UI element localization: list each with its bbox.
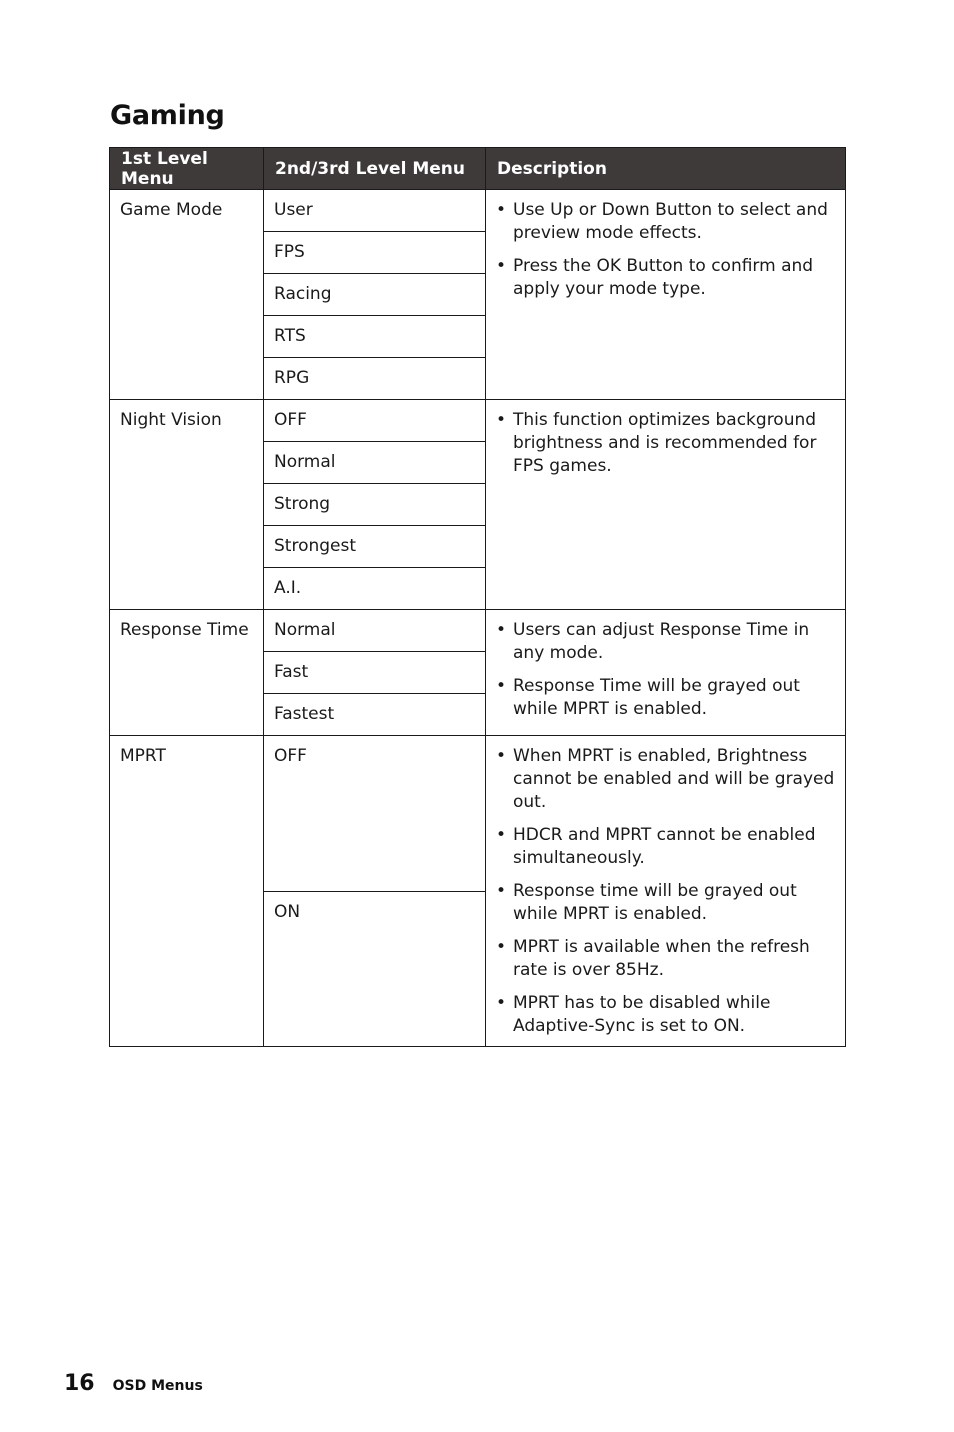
description-item: • Response time will be grayed out while MPRT is enabled. [496, 880, 835, 926]
table-row [110, 190, 846, 232]
option-cell: Racing [264, 274, 486, 316]
page-number: 16 [64, 1371, 95, 1396]
description-item: • MPRT is available when the refresh rate is over 85Hz. [496, 936, 835, 982]
page-footer [64, 1371, 203, 1396]
option-cell: Fast [264, 652, 486, 694]
table-row [110, 736, 846, 892]
description-item: • This function optimizes background brightness and is recommended for FPS games. [496, 409, 835, 478]
description-cell-game-mode [486, 190, 846, 400]
header-first-level-menu: 1st Level Menu [110, 148, 264, 190]
menu-cell-game-mode: Game Mode [110, 190, 264, 400]
option-cell: Normal [264, 610, 486, 652]
header-second-third-level-menu: 2nd/3rd Level Menu [264, 148, 486, 190]
menu-cell-response-time: Response Time [110, 610, 264, 736]
description-item: • When MPRT is enabled, Brightness cannot be enabled and will be grayed out. [496, 745, 835, 814]
option-cell: Fastest [264, 694, 486, 736]
description-list [496, 745, 835, 1038]
option-cell: User [264, 190, 486, 232]
option-cell: RTS [264, 316, 486, 358]
description-list [496, 619, 835, 721]
gaming-menu-table [109, 147, 846, 1047]
option-cell: Strong [264, 484, 486, 526]
description-item: • Use Up or Down Button to select and preview mode effects. [496, 199, 835, 245]
option-cell: RPG [264, 358, 486, 400]
description-cell-mprt [486, 736, 846, 1047]
option-cell: OFF [264, 400, 486, 442]
table-row [110, 400, 846, 442]
menu-cell-mprt: MPRT [110, 736, 264, 1047]
description-item: • HDCR and MPRT cannot be enabled simultaneously. [496, 824, 835, 870]
table-row [110, 610, 846, 652]
description-item: • Users can adjust Response Time in any mode. [496, 619, 835, 665]
option-cell: FPS [264, 232, 486, 274]
footer-section-name: OSD Menus [112, 1378, 203, 1394]
description-item: • MPRT has to be disabled while Adaptive-Sync is set to ON. [496, 992, 835, 1038]
option-cell: OFF [264, 736, 486, 892]
option-cell: Strongest [264, 526, 486, 568]
menu-cell-night-vision: Night Vision [110, 400, 264, 610]
description-list [496, 199, 835, 301]
description-cell-response-time [486, 610, 846, 736]
header-description: Description [486, 148, 846, 190]
option-cell: A.I. [264, 568, 486, 610]
page-title: Gaming [110, 100, 225, 131]
table-header-row [110, 148, 846, 190]
description-item: • Response Time will be grayed out while MPRT is enabled. [496, 675, 835, 721]
option-cell: ON [264, 891, 486, 1047]
description-list [496, 409, 835, 478]
description-item: • Press the OK Button to confirm and apply your mode type. [496, 255, 835, 301]
description-cell-night-vision [486, 400, 846, 610]
option-cell: Normal [264, 442, 486, 484]
